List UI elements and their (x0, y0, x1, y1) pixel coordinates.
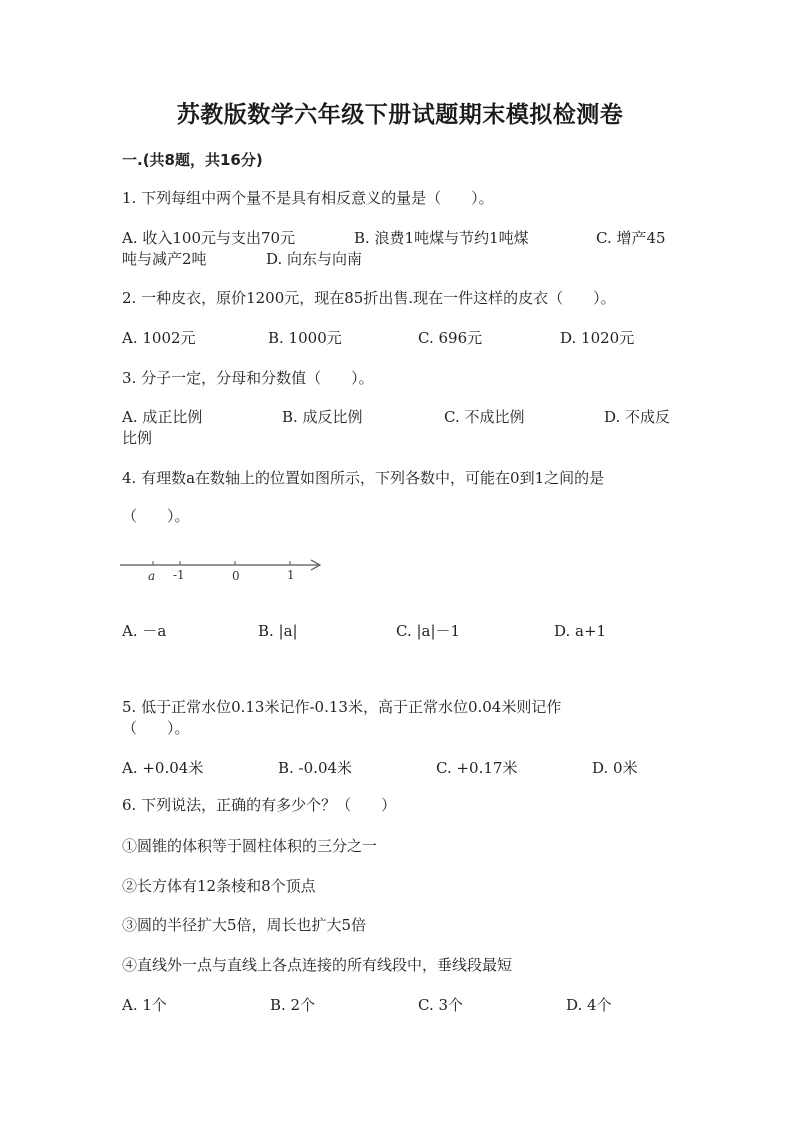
question-6-statement-4: ④直线外一点与直线上各点连接的所有线段中，垂线段最短 (122, 956, 513, 974)
number-line (118, 553, 328, 585)
question-4-stem: 4. 有理数a在数轴上的位置如图所示，下列各数中，可能在0到1之间的是 (122, 469, 605, 487)
number-line-figure (118, 553, 328, 585)
section-header: 一.(共8题，共16分) (122, 151, 263, 169)
question-1-option-b: B. 浪费1吨煤与节约1吨煤 (354, 229, 529, 247)
question-6-option-d: D. 4个 (566, 996, 612, 1014)
label-minus-1: -1 (173, 568, 185, 582)
question-6-option-c: C. 3个 (418, 996, 464, 1014)
question-1-option-c-cont: 吨与减产2吨 (122, 250, 207, 268)
page-title: 苏教版数学六年级下册试题期末模拟检测卷 (176, 102, 624, 128)
question-5-option-a: A. +0.04米 (122, 759, 204, 777)
question-3-stem: 3. 分子一定，分母和分数值（ ）。 (122, 369, 374, 387)
label-a: a (148, 569, 156, 583)
question-6-statement-2: ②长方体有12条棱和8个顶点 (122, 877, 316, 895)
question-5-option-b: B. -0.04米 (278, 759, 353, 777)
question-5-stem: 5. 低于正常水位0.13米记作-0.13米，高于正常水位0.04米则记作 (122, 698, 562, 716)
question-6-statement-1: ①圆锥的体积等于圆柱体积的三分之一 (122, 837, 378, 855)
label-0: 0 (232, 569, 240, 583)
question-3-option-c: C. 不成比例 (444, 408, 525, 426)
question-4-option-b: B. |a| (258, 622, 298, 640)
question-1-option-a: A. 收入100元与支出70元 (122, 229, 296, 247)
question-3-option-d-cont: 比例 (122, 429, 153, 447)
question-2-stem: 2. 一种皮衣，原价1200元，现在85折出售.现在一件这样的皮衣（ ）。 (122, 289, 616, 307)
question-4-option-a: A. －a (122, 622, 167, 640)
question-2-option-a: A. 1002元 (122, 329, 196, 347)
question-1-stem: 1. 下列每组中两个量不是具有相反意义的量是（ ）。 (122, 189, 494, 207)
question-6-statement-3: ③圆的半径扩大5倍，周长也扩大5倍 (122, 916, 367, 934)
question-4-option-c: C. |a|－1 (396, 622, 461, 640)
question-2-option-c: C. 696元 (418, 329, 483, 347)
question-2-option-d: D. 1020元 (560, 329, 635, 347)
question-4-stem-cont: （ ）。 (122, 507, 190, 525)
question-4-option-d: D. a+1 (554, 622, 607, 640)
question-6-stem: 6. 下列说法，正确的有多少个？（ ） (122, 796, 397, 814)
question-6-option-a: A. 1个 (122, 996, 167, 1014)
label-1: 1 (287, 568, 295, 582)
question-5-option-c: C. +0.17米 (436, 759, 518, 777)
question-6-option-b: B. 2个 (270, 996, 316, 1014)
question-2-option-b: B. 1000元 (268, 329, 342, 347)
question-3-option-a: A. 成正比例 (122, 408, 203, 426)
question-5-option-d: D. 0米 (592, 759, 638, 777)
question-3-option-b: B. 成反比例 (282, 408, 363, 426)
question-3-option-d: D. 不成反 (604, 408, 671, 426)
question-5-stem-cont: （ ）。 (122, 719, 190, 737)
question-1-option-c: C. 增产45 (596, 229, 666, 247)
question-1-option-d: D. 向东与向南 (266, 250, 363, 268)
